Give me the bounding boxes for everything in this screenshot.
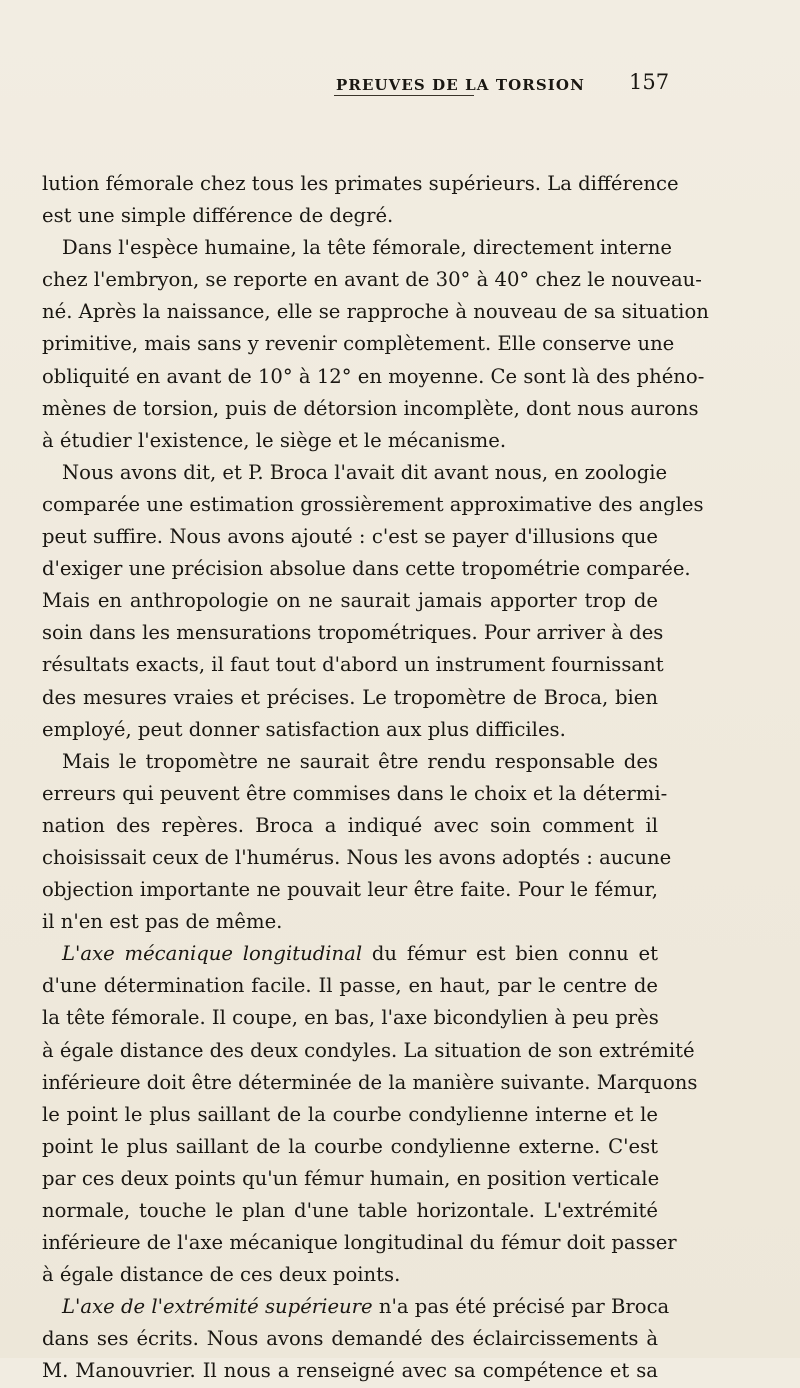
text-line: inférieure doit être déterminée de la manière suivante. Marquons [42,1070,698,1094]
text-line: M. Manouvrier. Il nous a renseigné avec sa compétence et sa [42,1359,658,1383]
text-line [42,1291,670,1323]
text-line: d'exiger une précision absolue dans cette tropométrie comparée. [42,557,691,581]
text-line: il n'en est pas de même. [42,910,283,934]
italic-term: L'axe mécanique longitudinal [62,942,363,966]
body-text [42,168,709,1388]
text-line: chez l'embryon, se reporte en avant de 30° à 40° chez le nouveau- [42,268,702,292]
text-line: à égale distance de ces deux points. [42,1263,401,1287]
text-line: peut suffire. Nous avons ajouté : c'est se payer d'illusions que [42,525,658,549]
text-line: objection importante ne pouvait leur être faite. Pour le fémur, [42,878,658,902]
text-line: obliquité en avant de 10° à 12° en moyenne. Ce sont là des phéno- [42,364,705,388]
text-fragment: n'a pas été précisé par Broca [378,1295,670,1319]
text-line: point le plus saillant de la courbe condylienne externe. C'est [42,1134,658,1158]
page-number: 157 [629,70,670,94]
text-line: d'une détermination facile. Il passe, en haut, par le centre de [42,974,658,998]
text-line: primitive, mais sans y revenir complètement. Elle conserve une [42,332,675,356]
text-line: par ces deux points qu'un fémur humain, en position verticale [42,1166,660,1190]
text-line: mènes de torsion, puis de détorsion incomplète, dont nous aurons [42,396,699,420]
text-line: dans ses écrits. Nous avons demandé des éclaircissements à [42,1327,658,1351]
text-line: né. Après la naissance, elle se rapproche à nouveau de sa situation [42,300,709,324]
text-line: est une simple différence de degré. [42,204,394,228]
running-title: PREUVES DE LA TORSION [336,76,585,94]
text-line: inférieure de l'axe mécanique longitudinal du fémur doit passer [42,1231,677,1255]
text-line: Nous avons dit, et P. Broca l'avait dit avant nous, en zoologie [62,460,668,484]
text-line: la tête fémorale. Il coupe, en bas, l'axe bicondylien à peu près [42,1006,659,1030]
text-line: erreurs qui peuvent être commises dans le choix et la détermi- [42,781,668,805]
text-line: Mais le tropomètre ne saurait être rendu responsable des [62,749,658,773]
header-rule [334,95,474,96]
text-fragment: du fémur est bien connu et [371,942,658,966]
text-line: Dans l'espèce humaine, la tête fémorale, directement interne [62,236,672,260]
text-line [42,938,658,970]
italic-term: L'axe de l'extrémité supérieure [62,1295,373,1319]
text-line: à étudier l'existence, le siège et le mécanisme. [42,428,507,452]
text-line: choisissait ceux de l'humérus. Nous les avons adoptés : aucune [42,845,672,869]
text-line: comparée une estimation grossièrement approximative des angles [42,492,704,516]
text-line: lution fémorale chez tous les primates supérieurs. La différence [42,172,679,195]
text-line: le point le plus saillant de la courbe condylienne interne et le [42,1102,658,1126]
text-line: Mais en anthropologie on ne saurait jamais apporter trop de [42,589,658,613]
text-line: employé, peut donner satisfaction aux plus difficiles. [42,717,566,741]
text-line: normale, touche le plan d'une table horizontale. L'extrémité [42,1199,658,1222]
text-line: nation des repères. Broca a indiqué avec soin comment il [42,813,658,837]
text-line: à égale distance des deux condyles. La situation de son extrémité [42,1038,695,1062]
text-line: résultats exacts, il faut tout d'abord un instrument fournissant [42,653,664,677]
text-line: des mesures vraies et précises. Le tropomètre de Broca, bien [42,685,658,709]
text-line: soin dans les mensurations tropométriques. Pour arriver à des [42,621,664,645]
